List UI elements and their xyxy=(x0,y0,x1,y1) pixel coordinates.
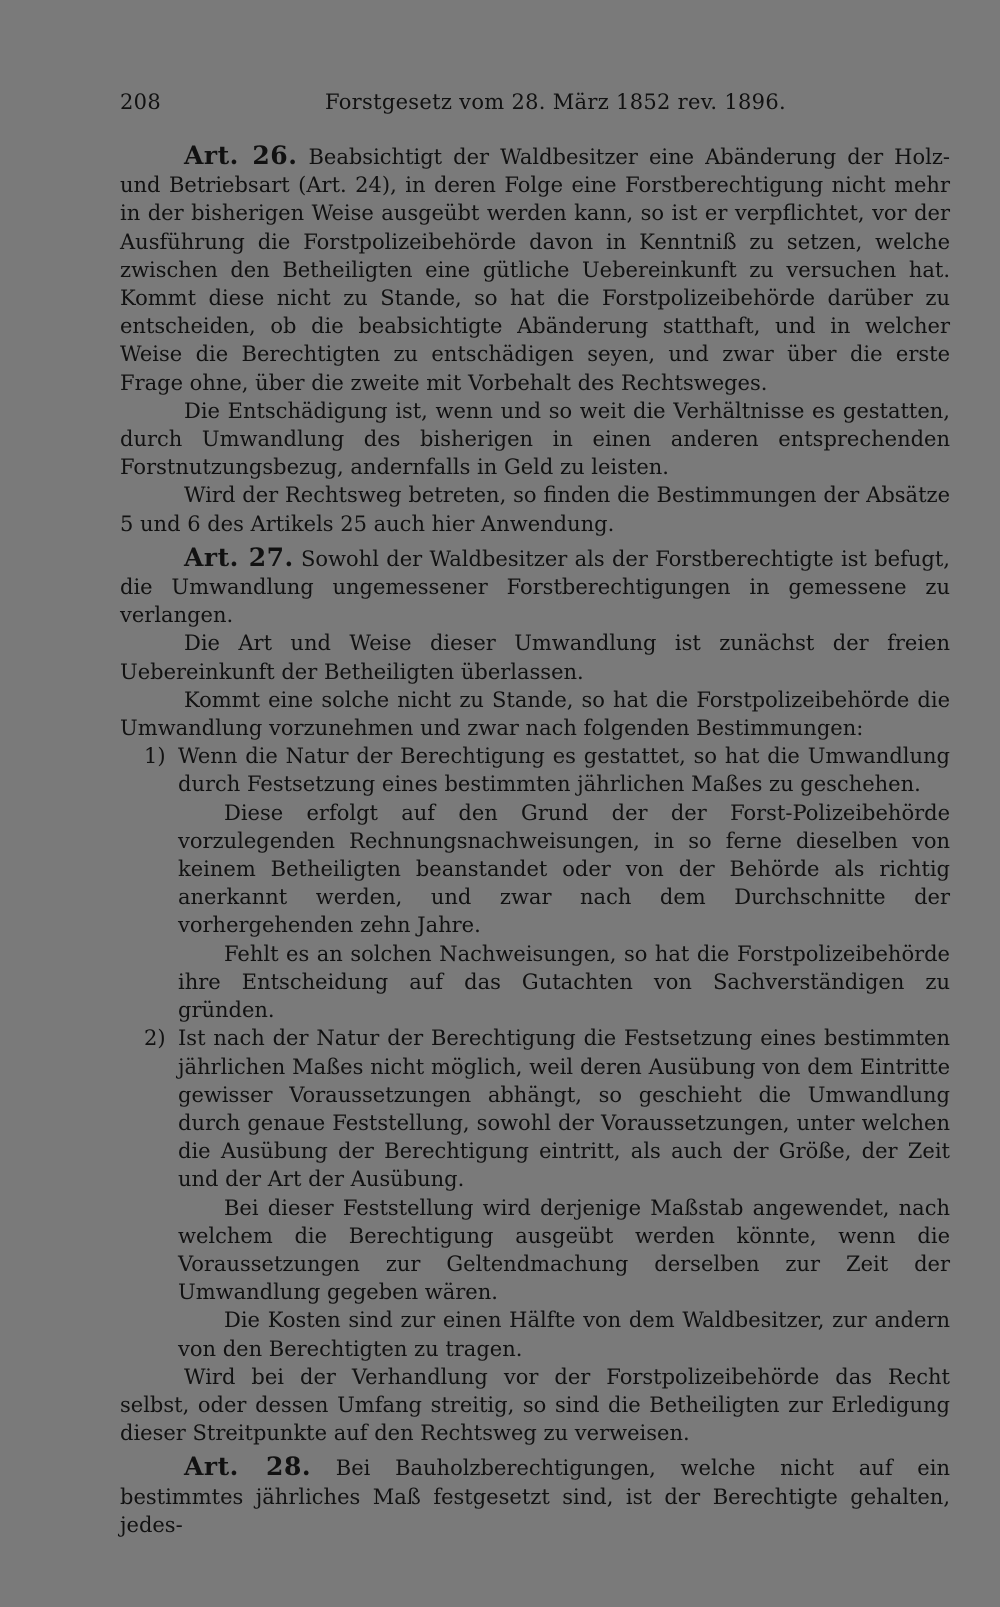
list-item-1-number: 1) xyxy=(144,744,166,769)
list-item-1-text: Wenn die Natur der Berechtigung es gestattet, so hat die Umwandlung durch Festsetzung eines bestimmten jährlichen Maßes zu geschehen. xyxy=(178,744,950,797)
list-item-2-paragraph-3: Die Kosten sind zur einen Hälfte von dem Waldbesitzer, zur andern von den Berechtigten zu tragen. xyxy=(178,1308,950,1361)
running-title: Forstgesetz vom 28. März 1852 rev. 1896. xyxy=(325,90,786,114)
list-item-2 xyxy=(120,1024,950,1193)
article-28-label: Art. 28. xyxy=(184,1452,312,1482)
list-item-1-paragraph-2: Diese erfolgt auf den Grund der der Forst-Polizeibehörde vorzulegenden Rechnungsnachweisungen, in so ferne dieselben von keinem Betheiligten beanstandet oder von der Behörde als richtig anerkannt werden, und zwar nach dem Durchschnitte der vorhergehenden zehn Jahre. xyxy=(178,800,950,938)
page-header xyxy=(120,84,950,124)
article-27-paragraph-1 xyxy=(120,544,950,630)
article-26-text-1: Beabsichtigt der Waldbesitzer eine Abänderung der Holz- und Betriebsart (Art. 24), in deren Folge eine Forstberechtigung nicht mehr in der bisherigen Weise ausgeübt werden kann, so ist er verpflichtet, vor der Ausführung die Forstpolizeibehörde davon in Kenntniß zu setzen, welche zwischen den Betheiligten eine gütliche Uebereinkunft zu versuchen hat. Kommt diese nicht zu Stande, so hat die Forstpolizeibehörde darüber zu entscheiden, ob die beabsichtigte Abänderung statthaft, und in welcher Weise die Berechtigten zu entschädigen seyen, und zwar über die erste Frage ohne, über die zweite mit Vorbehalt des Rechtsweges. xyxy=(120,145,950,395)
article-26-paragraph-3: Wird der Rechtsweg betreten, so finden die Bestimmungen der Absätze 5 und 6 des Artikels 25 auch hier Anwendung. xyxy=(120,483,950,536)
list-item-1-paragraph-3: Fehlt es an solchen Nachweisungen, so hat die Forstpolizeibehörde ihre Entscheidung auf das Gutachten von Sachverständigen zu gründen. xyxy=(178,941,950,1023)
document-body xyxy=(120,142,950,1539)
article-27-paragraph-3: Kommt eine solche nicht zu Stande, so hat die Forstpolizeibehörde die Umwandlung vorzunehmen und zwar nach folgenden Bestimmungen: xyxy=(120,687,950,741)
article-26-paragraph-1 xyxy=(120,142,950,397)
article-28-paragraph-1 xyxy=(120,1453,950,1539)
article-26-paragraph-2: Die Entschädigung ist, wenn und so weit die Verhältnisse es gestatten, durch Umwandlung des bisherigen in einen anderen entsprechenden Forstnutzungsbezug, andernfalls in Geld zu leisten. xyxy=(120,398,950,480)
article-27-text-1: Sowohl der Waldbesitzer als der Forstberechtigte ist befugt, die Umwandlung ungemessener Forstberechtigungen in gemessene zu verlangen. xyxy=(120,546,950,628)
article-27-paragraph-2: Die Art und Weise dieser Umwandlung ist zunächst der freien Uebereinkunft der Betheiligten überlassen. xyxy=(120,631,950,684)
list-item-1 xyxy=(120,742,950,798)
article-26-label: Art. 26. xyxy=(184,141,298,170)
page-number: 208 xyxy=(120,90,161,114)
list-item-2-paragraph-2: Bei dieser Feststellung wird derjenige Maßstab angewendet, nach welchem die Berechtigung ausgeübt werden könnte, wenn die Voraussetzungen zur Geltendmachung derselben zur Zeit der Umwandlung gegeben wären. xyxy=(178,1195,950,1305)
list-item-2-number: 2) xyxy=(144,1026,166,1051)
article-27-paragraph-4: Wird bei der Verhandlung vor der Forstpolizeibehörde das Recht selbst, oder dessen Umfang streitig, so sind die Betheiligten zur Erledigung dieser Streitpunkte auf den Rechtsweg zu verweisen. xyxy=(120,1364,950,1446)
article-28-text-1: Bei Bauholzberechtigungen, welche nicht auf ein bestimmtes jährliches Maß festgesetzt sind, ist der Berechtigte gehalten, jedes- xyxy=(120,1456,950,1537)
article-27-label: Art. 27. xyxy=(184,542,294,572)
list-item-2-text: Ist nach der Natur der Berechtigung die Festsetzung eines bestimmten jährlichen Maßes nicht möglich, weil deren Ausübung von dem Eintritte gewisser Voraussetzungen abhängt, so geschieht die Umwandlung durch genaue Feststellung, sowohl der Voraussetzungen, unter welchen die Ausübung der Berechtigung eintritt, als auch der Größe, der Zeit und der Art der Ausübung. xyxy=(178,1026,950,1192)
